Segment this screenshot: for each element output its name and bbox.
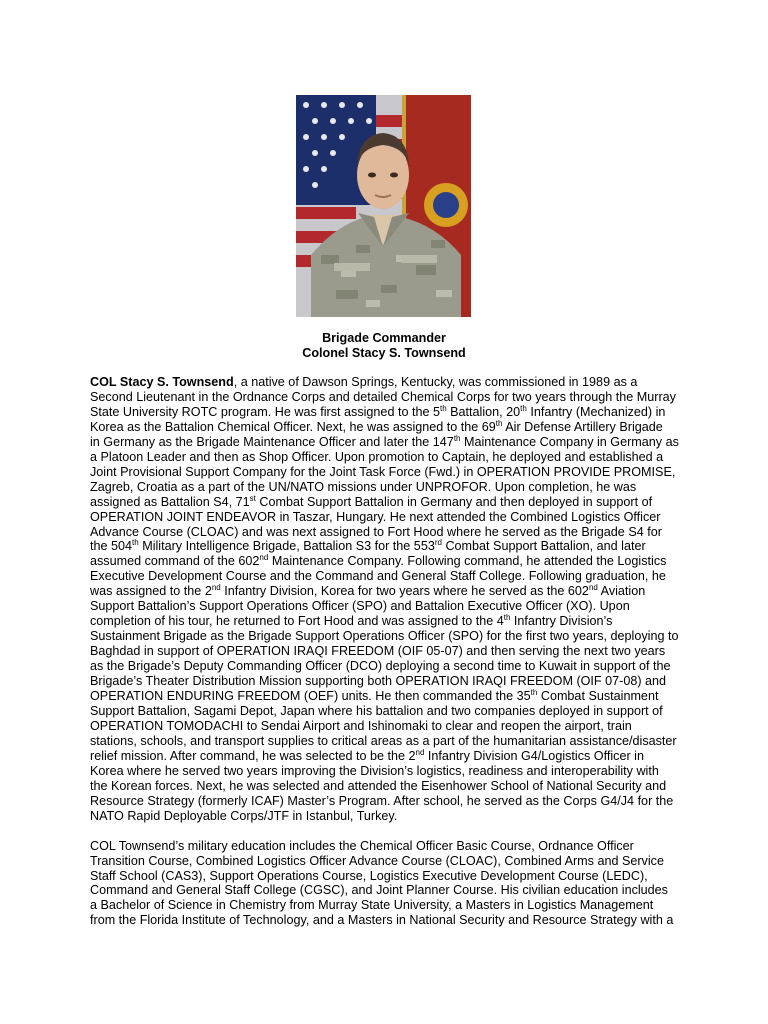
text-run: the Korean forces. Next, he was selected and attended the Eisenhower School of National Security and [90,778,667,793]
ordinal-suffix: th [439,403,447,413]
text-run: assigned as Battalion S4, 71 [90,494,250,509]
text-run: Support Battalion’s Support Operations Officer (SPO) and Battalion Executive Officer (XO). Upon [90,599,630,614]
text-run: OPERATION ENDURING FREEDOM (OEF) units. He then commanded the 35 [90,689,531,704]
text-run: Korea as the Battalion Chemical Officer. Next, he was assigned to the 69 [90,419,496,434]
text-run: Command and General Staff College (CGSC), and Joint Planner Course. His civilian education includes [90,883,668,898]
ordinal-suffix: th [503,613,511,623]
text-run: Second Lieutenant in the Ordnance Corps and detailed Chemical Corps for two years through the Murray [90,389,676,404]
text-run: State University ROTC program. He was first assigned to the 5 [90,404,440,419]
text-run: Maintenance Company. Following command, he attended the Logistics [268,554,667,569]
text-run: OPERATION TOMODACHI to Sendai Airport and Ishinomaki to clear and reopen the airport, train [90,718,632,733]
text-run: Joint Provisional Support Company for the Joint Task Force (Fwd.) in OPERATION PROVIDE PROMISE, [90,464,676,479]
ordinal-suffix: th [530,688,538,698]
text-run: completion of his tour, he returned to Fort Hood and was assigned to the 4 [90,614,504,629]
education-paragraph [90,839,690,929]
text-run: as the Brigade’s Deputy Commanding Officer (DCO) deploying a second time to Kuwait in support of the [90,659,671,674]
text-run: Resource Strategy (formerly ICAF) Master’s Program. After school, he served as the Corps G4/J4 for the [90,793,674,808]
text-run: Executive Development Course and the Command and General Staff College. Following graduation, he [90,569,666,584]
portrait-photo [296,95,471,317]
ordinal-suffix: nd [211,583,221,593]
text-run: stations, schools, and transport supplies to critical areas as a part of the humanitarian assistance/disaster [90,733,677,748]
text-run: Baghdad in support of OPERATION IRAQI FREEDOM (OIF 05-07) and then serving the next two years [90,644,666,659]
text-run: , a native of Dawson Springs, Kentucky, was commissioned in 1989 as a [233,375,638,389]
ordinal-suffix: th [495,418,503,428]
position-title: Brigade Commander [322,331,446,345]
text-run: Combat Sustainment [537,689,659,704]
text-run: a Bachelor of Science in Chemistry from Murray State University, a Masters in Logistics Management [90,898,654,913]
text-run: Maintenance Company in Germany as [460,434,679,449]
text-run: Combat Support Battalion in Germany and then deployed in support of [255,494,653,509]
text-run: Infantry Division, Korea for two years where he served as the 602 [220,584,589,599]
text-run: the 504 [90,539,133,554]
text-run: Infantry Division’s [510,614,613,629]
text-run: Brigade’s Theater Distribution Mission supporting both OPERATION IRAQI FREEDOM (OIF 07-08) and [90,674,667,689]
text-run: Sustainment Brigade as the Brigade Support Operations Officer (SPO) for the first two years, deploying to [90,629,679,644]
text-run: Korea where he served two years improving the Division’s logistics, readiness and interoperability with [90,763,659,778]
ordinal-suffix: nd [588,583,598,593]
text-run: Transition Course, Combined Logistics Officer Advance Course (CLOAC), Combined Arms and Service [90,853,664,868]
text-run: OPERATION JOINT ENDEAVOR in Taszar, Hungary. He next attended the Combined Logistics Officer [90,509,661,524]
text-run: Staff School (CAS3), Support Operations Course, Logistics Executive Development Course (LEDC), [90,868,648,883]
text-run: COL Townsend’s military education includes the Chemical Officer Basic Course, Ordnance Officer [90,838,634,853]
biography-body [90,375,690,928]
text-run: Military Intelligence Brigade, Battalion S3 for the 553 [138,539,435,554]
bold-name: COL Stacy S. Townsend [90,375,234,389]
text-run: from the Florida Institute of Technology, and a Masters in National Security and Resource Strategy with a [90,913,674,928]
page-heading [0,331,768,361]
ordinal-suffix: nd [259,553,269,563]
ordinal-suffix: th [132,538,139,548]
text-run: was assigned to the 2 [90,584,212,599]
text-run: assumed command of the 602 [90,554,260,569]
text-run: Air Defense Artillery Brigade [502,419,663,434]
text-run: Infantry (Mechanized) in [526,404,666,419]
ordinal-suffix: th [520,403,527,413]
ordinal-suffix: nd [415,747,425,757]
text-run: Aviation [597,584,646,599]
ordinal-suffix: rd [434,538,442,548]
text-run: NATO Rapid Deployable Corps/JTF in Istanbul, Turkey. [90,808,398,823]
text-run: Infantry Division G4/Logistics Officer in [424,748,644,763]
text-run: Advance Course (CLOAC) and was next assigned to Fort Hood where he served as the Brigade S4 for [90,524,662,539]
text-run: Combat Support Battalion, and later [441,539,646,554]
ordinal-suffix: th [453,433,461,443]
commander-name: Colonel Stacy S. Townsend [302,346,466,360]
text-run: Zagreb, Croatia as a part of the UN/NATO missions under UNPROFOR. Upon completion, he was [90,479,637,494]
text-run: Battalion, 20 [446,404,521,419]
ordinal-suffix: st [249,493,256,503]
text-run: a Platoon Leader and then as Shop Officer. Upon promotion to Captain, he deployed and established a [90,449,664,464]
text-run: relief mission. After command, he was selected to be the 2 [90,748,416,763]
biography-paragraph [90,375,690,824]
text-run: Support Battalion, Sagami Depot, Japan where his battalion and two companies deployed in support of [90,703,663,718]
text-run: in Germany as the Brigade Maintenance Officer and later the 147 [90,434,454,449]
